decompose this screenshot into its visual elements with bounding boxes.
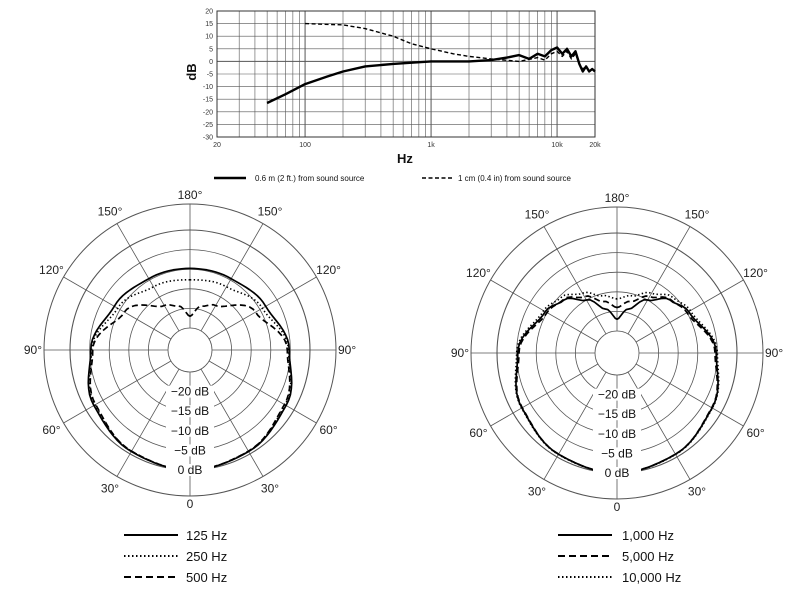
legend-label-10000hz: 10,000 Hz — [622, 570, 682, 585]
polar-ring — [168, 328, 212, 372]
y-tick-label: 15 — [205, 21, 213, 29]
polar-spoke — [491, 364, 598, 426]
radial-label: −15 dB — [170, 404, 210, 419]
radial-label: −5 dB — [601, 446, 633, 461]
y-tick-label: -5 — [206, 71, 213, 79]
angle-label: 90° — [765, 346, 784, 360]
angle-label: 90° — [338, 343, 357, 357]
legend-label-5000hz: 5,000 Hz — [622, 549, 675, 564]
radial-label: −20 dB — [170, 384, 210, 399]
angle-label: 150° — [684, 207, 710, 222]
y-tick-label: 5 — [209, 46, 213, 54]
angle-label: 60° — [42, 423, 61, 437]
radial-label: 0 dB — [177, 463, 203, 477]
x-tick-label: 10k — [551, 142, 563, 149]
polar-legend-left — [124, 528, 227, 585]
polar-spoke — [628, 227, 690, 334]
angle-label: 30° — [687, 484, 707, 499]
x-tick-label: 100 — [299, 142, 311, 149]
polar-spoke — [544, 227, 606, 334]
x-axis-label: Hz — [397, 151, 413, 166]
angle-label: 180° — [604, 191, 630, 205]
angle-label: 0 — [613, 500, 621, 514]
angle-label: 30° — [260, 481, 280, 496]
angle-label: 120° — [316, 263, 341, 277]
angle-label: 180° — [177, 188, 203, 202]
y-tick-label: -20 — [202, 109, 213, 117]
angle-label: 150° — [257, 204, 283, 219]
polar-pattern-low-freq — [24, 188, 357, 511]
legend-label-1000hz: 1,000 Hz — [622, 528, 675, 543]
angle-label: 0 — [186, 497, 194, 511]
polar-spoke — [201, 224, 263, 331]
angle-label: 120° — [39, 263, 64, 277]
radial-label: −20 dB — [597, 387, 637, 402]
legend-label-close: 1 cm (0.4 in) from sound source — [458, 174, 571, 183]
angle-label: 30° — [527, 484, 547, 499]
y-tick-label: 20 — [205, 8, 213, 16]
legend-label-500hz: 500 Hz — [186, 570, 228, 585]
angle-label: 90° — [450, 346, 469, 360]
legend-label-near: 0.6 m (2 ft.) from sound source — [255, 174, 365, 183]
angle-label: 120° — [743, 266, 768, 280]
x-tick-label: 1k — [427, 142, 435, 149]
y-tick-label: -30 — [202, 134, 213, 142]
angle-label: 30° — [100, 481, 120, 496]
polar-pattern-high-freq — [451, 191, 784, 514]
polar-spoke — [209, 361, 316, 423]
polar-ring — [595, 331, 639, 375]
polar-radial-labels-right — [593, 388, 641, 480]
radial-label: −15 dB — [597, 407, 637, 422]
frequency-legend — [214, 174, 571, 183]
frequency-grid — [217, 11, 595, 137]
polar-spoke — [64, 361, 171, 423]
angle-label: 60° — [469, 426, 488, 440]
polar-legend-right — [558, 528, 681, 585]
frequency-response-chart — [184, 9, 601, 184]
angle-label: 150° — [97, 204, 123, 219]
y-axis-label: dB — [184, 63, 199, 81]
frequency-tick-labels — [203, 9, 601, 150]
radial-label: 0 dB — [604, 466, 630, 480]
y-tick-label: 0 — [209, 58, 213, 66]
radial-label: −5 dB — [174, 443, 206, 458]
angle-label: 90° — [23, 343, 42, 357]
radial-label: −10 dB — [170, 423, 210, 438]
polar-spoke — [117, 224, 179, 331]
y-tick-label: 10 — [205, 33, 213, 41]
polar-spoke — [636, 364, 743, 426]
angle-label: 60° — [319, 423, 338, 437]
x-tick-label: 20 — [213, 142, 221, 149]
angle-label: 120° — [466, 266, 491, 280]
legend-label-125hz: 125 Hz — [186, 528, 228, 543]
y-tick-label: -25 — [202, 121, 213, 129]
x-tick-label: 20k — [589, 142, 601, 149]
angle-label: 150° — [524, 207, 550, 222]
y-tick-label: -15 — [202, 96, 213, 104]
polar-radial-labels-left — [166, 385, 214, 477]
legend-label-250hz: 250 Hz — [186, 549, 228, 564]
y-tick-label: -10 — [202, 84, 213, 92]
radial-label: −10 dB — [597, 426, 637, 441]
angle-label: 60° — [746, 426, 765, 440]
